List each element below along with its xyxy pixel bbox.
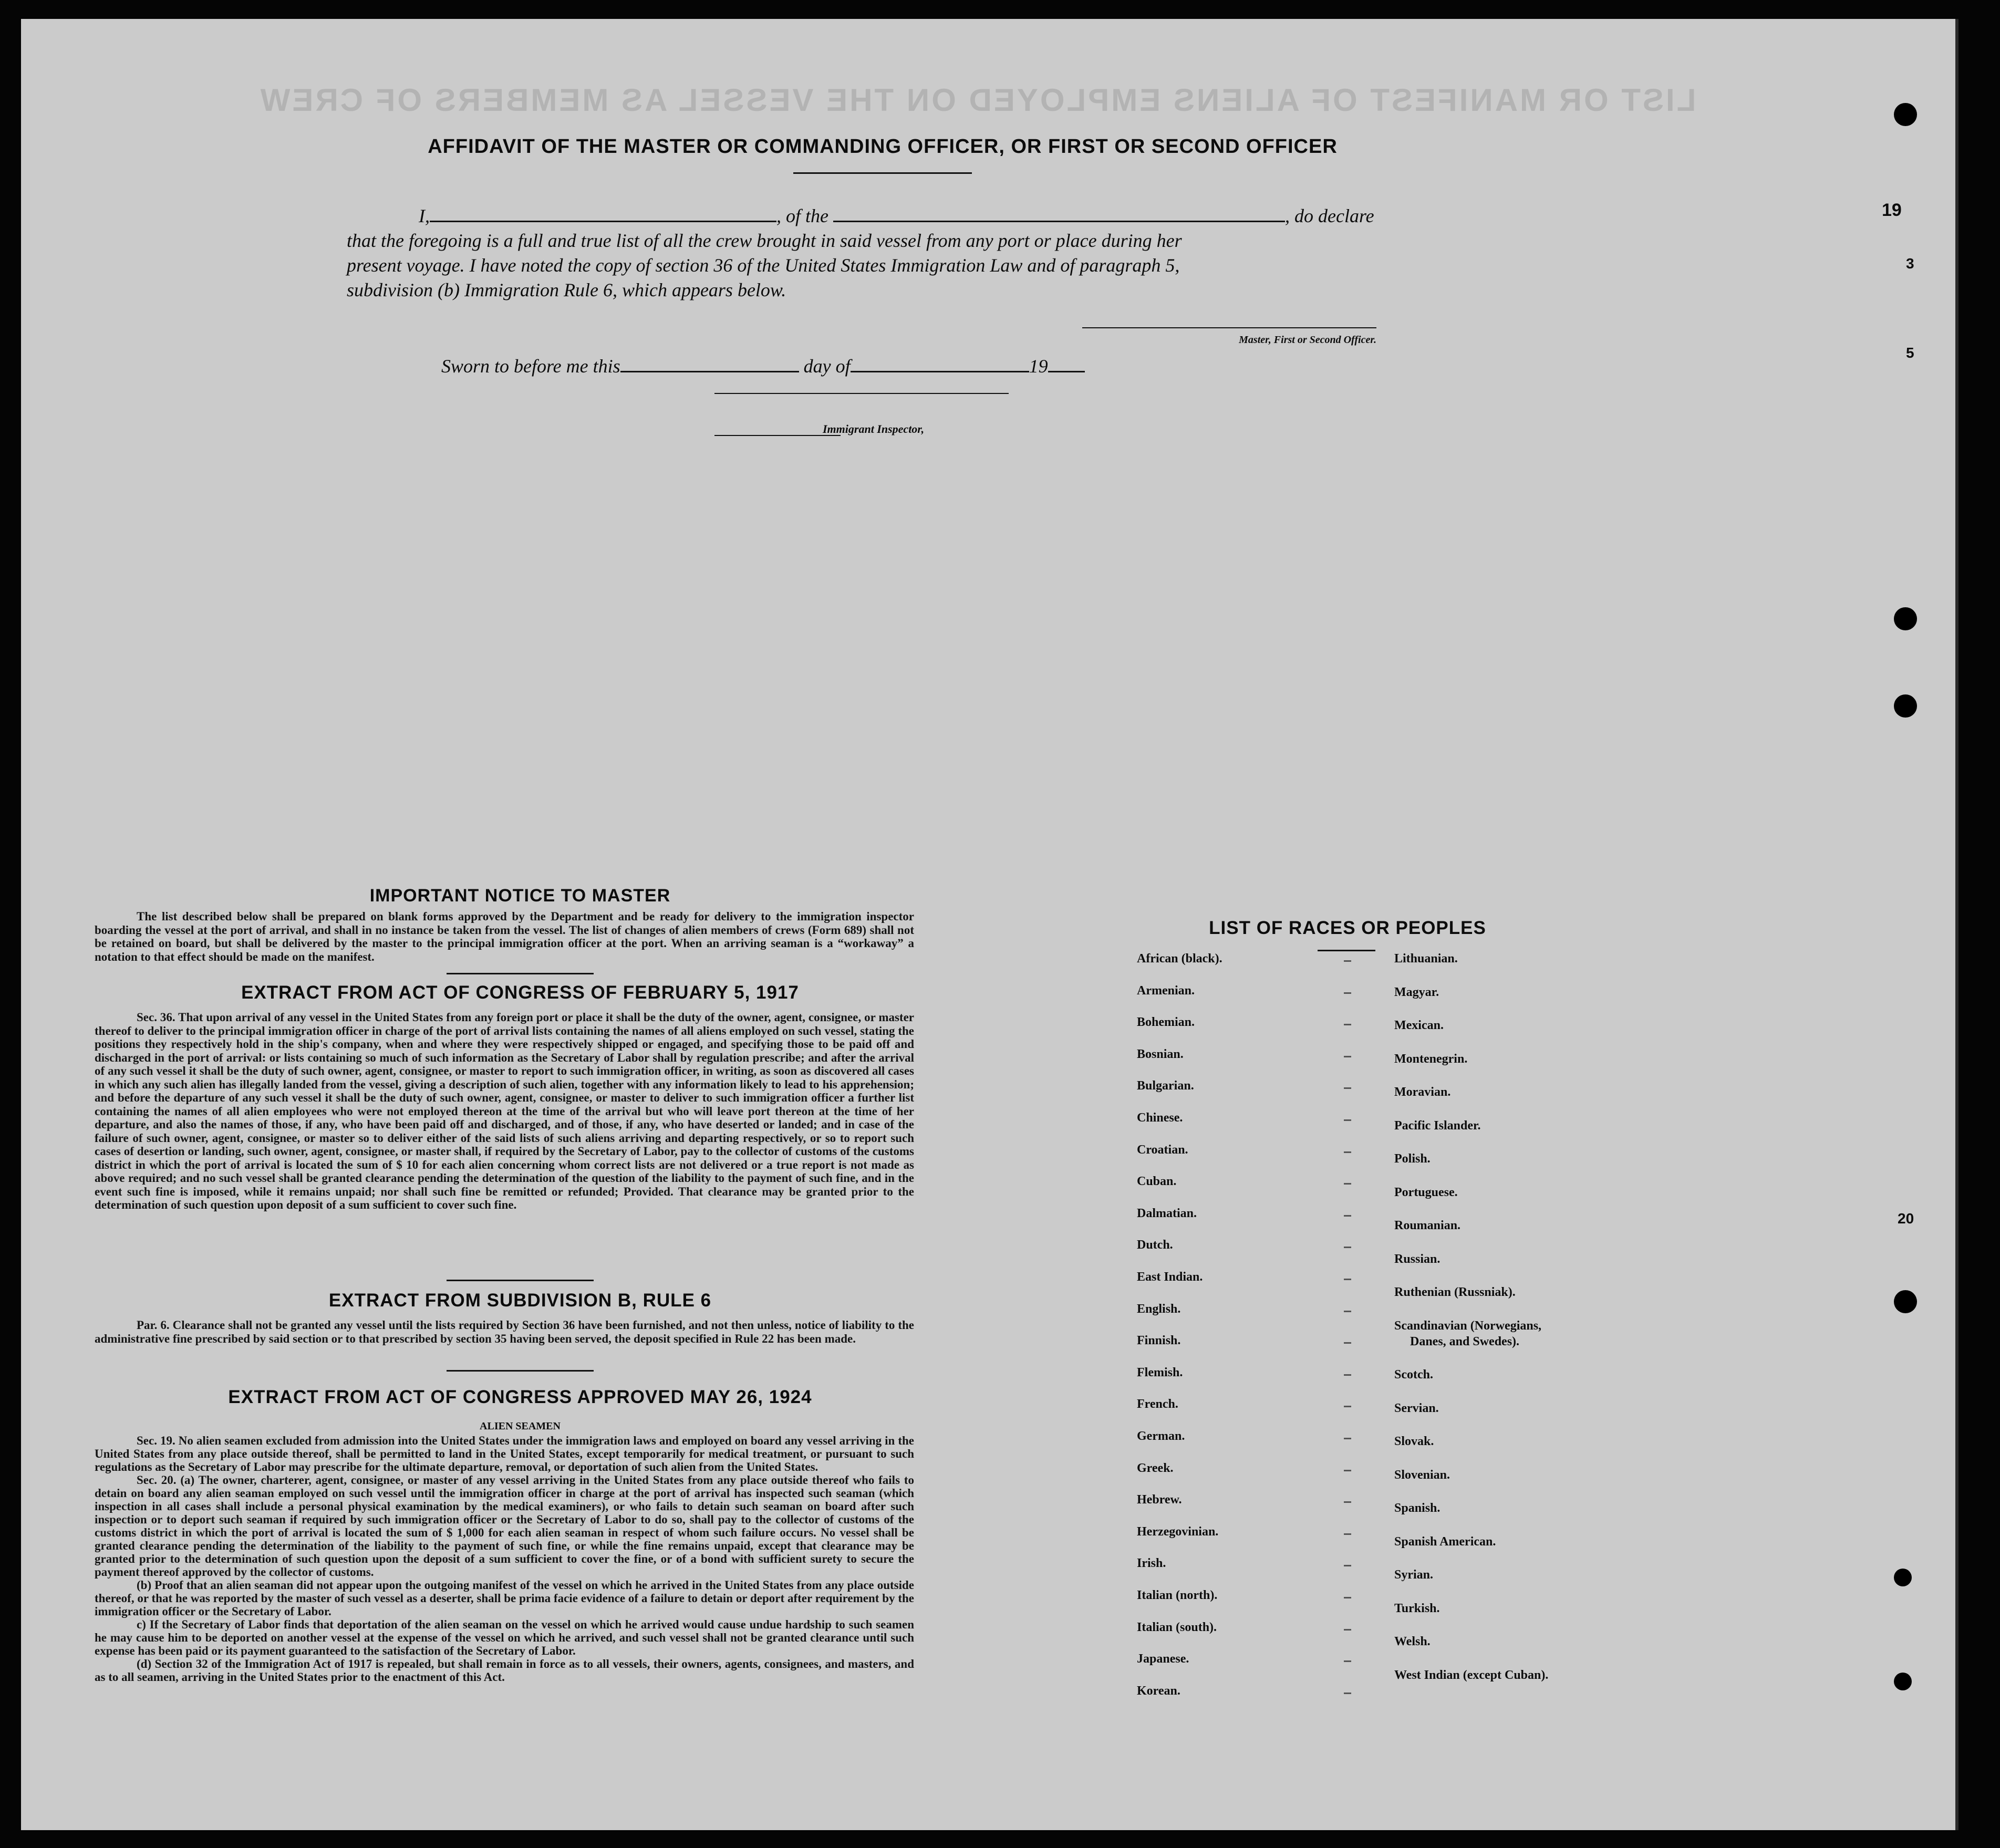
race-item: Dalmatian. xyxy=(1137,1207,1197,1220)
race-item: Slovenian. xyxy=(1394,1468,1450,1482)
race-item: Mexican. xyxy=(1394,1019,1444,1032)
race-item: Lithuanian. xyxy=(1394,952,1458,965)
race-item: Korean. xyxy=(1137,1684,1180,1698)
race-item: Bulgarian. xyxy=(1137,1079,1194,1093)
year-blank[interactable] xyxy=(1048,371,1085,372)
margin-number: 5 xyxy=(1906,345,1914,361)
race-leader-dash xyxy=(1344,1183,1351,1185)
race-item: Italian (north). xyxy=(1137,1589,1218,1602)
race-item: Flemish. xyxy=(1137,1366,1183,1379)
race-item: Roumanian. xyxy=(1394,1219,1461,1232)
race-item: Magyar. xyxy=(1394,985,1439,999)
race-leader-dash xyxy=(1344,1629,1351,1631)
race-leader-dash xyxy=(1344,1565,1351,1566)
race-leader-dash xyxy=(1344,1151,1351,1153)
section-divider xyxy=(447,1370,594,1372)
race-item: Servian. xyxy=(1394,1401,1439,1415)
race-item: West Indian (except Cuban). xyxy=(1394,1668,1549,1682)
document-page xyxy=(21,19,1958,1830)
race-leader-dash xyxy=(1344,1056,1351,1057)
race-item: Spanish American. xyxy=(1394,1535,1496,1549)
race-item: Hebrew. xyxy=(1137,1493,1182,1507)
extract-1924-title: EXTRACT FROM ACT OF CONGRESS APPROVED MAY 26, 1924 xyxy=(228,1387,812,1407)
race-item: Portuguese. xyxy=(1394,1186,1458,1199)
affidavit-line-4: subdivision (b) Immigration Rule 6, which appears below. xyxy=(347,279,786,300)
margin-number: 3 xyxy=(1906,255,1914,272)
race-leader-dash xyxy=(1344,1597,1351,1598)
race-item: Finnish. xyxy=(1137,1334,1181,1347)
alien-seamen-subtitle: ALIEN SEAMEN xyxy=(480,1420,561,1432)
extract-1917-text xyxy=(95,1011,914,1212)
inspector-label: Immigrant Inspector, xyxy=(823,422,925,435)
race-item: Russian. xyxy=(1394,1252,1441,1266)
day-blank[interactable] xyxy=(620,371,799,372)
race-leader-dash xyxy=(1344,992,1351,994)
race-item: Croatian. xyxy=(1137,1143,1188,1157)
race-leader-dash xyxy=(1344,1533,1351,1535)
race-item: Syrian. xyxy=(1394,1568,1434,1582)
race-item: Cuban. xyxy=(1137,1175,1177,1188)
race-item: Irish. xyxy=(1137,1556,1166,1570)
title-underline xyxy=(793,172,972,174)
notice-title: IMPORTANT NOTICE TO MASTER xyxy=(369,886,671,906)
race-leader-dash xyxy=(1344,1438,1351,1439)
race-leader-dash xyxy=(1344,1374,1351,1376)
race-leader-dash xyxy=(1344,960,1351,962)
affidavit-line-3: present voyage. I have noted the copy of section 36 of the United States Immigration Law and of paragraph 5, xyxy=(347,255,1180,276)
race-leader-dash xyxy=(1344,1024,1351,1025)
race-leader-dash xyxy=(1344,1119,1351,1121)
race-item: Bosnian. xyxy=(1137,1047,1184,1061)
margin-number: 20 xyxy=(1898,1210,1914,1227)
sec-20c-paragraph: c) If the Secretary of Labor finds that deportation of the alien seaman on the vessel on which he arrived would cause undue hardship to such seamen he may cause him to be deported on another vessel at the expense of the vessel on which he arrived, and such vessel shall not be granted clearance until such expense has been paid or its payment guaranteed to the satisfaction of the Secretary of Labor. xyxy=(95,1618,914,1657)
affidavit-line-2: that the foregoing is a full and true list of all the crew brought in said vessel from any port or place during her xyxy=(347,230,1182,251)
race-item: Italian (south). xyxy=(1137,1621,1217,1634)
race-leader-dash xyxy=(1344,1501,1351,1503)
vessel-blank[interactable] xyxy=(833,221,1285,222)
affidavit-body xyxy=(347,204,1397,303)
race-item: Polish. xyxy=(1394,1152,1431,1166)
race-item: English. xyxy=(1137,1302,1181,1316)
sworn-line xyxy=(441,355,1085,377)
race-item: Ruthenian (Russniak). xyxy=(1394,1285,1516,1299)
race-item: Welsh. xyxy=(1394,1635,1431,1648)
punch-hole xyxy=(1894,607,1917,630)
race-item: Armenian. xyxy=(1137,984,1195,998)
of-the-label: , of the xyxy=(776,205,828,226)
section-divider xyxy=(447,1280,594,1281)
signature-line[interactable] xyxy=(1082,327,1376,328)
signature-label: Master, First or Second Officer. xyxy=(1239,334,1376,346)
race-leader-dash xyxy=(1344,1470,1351,1471)
extract-1924-text xyxy=(95,1434,914,1684)
day-of-label: day of xyxy=(803,356,851,377)
bleed-through-header: LIST OR MANIFEST OF ALIENS EMPLOYED ON THE VESSEL AS MEMBERS OF CREW xyxy=(258,82,1696,118)
race-item: German. xyxy=(1137,1429,1185,1443)
sec-20d-paragraph: (d) Section 32 of the Immigration Act of 1917 is repealed, but shall remain in force as to all vessels, their owners, agents, consignees, and masters, and as to all seamen, arriving in the United States prior to the enactment of this Act. xyxy=(95,1657,914,1684)
race-item: Dutch. xyxy=(1137,1238,1173,1252)
punch-hole xyxy=(1894,1569,1912,1586)
punch-hole xyxy=(1894,694,1917,718)
extract-1917-title: EXTRACT FROM ACT OF CONGRESS OF FEBRUARY 5, 1917 xyxy=(241,982,799,1003)
race-item: Herzegovinian. xyxy=(1137,1525,1219,1539)
sec-20b-paragraph: (b) Proof that an alien seaman did not appear upon the outgoing manifest of the vessel on which he arrived in the United States from any place outside thereof, or that he was reported by the master of such vessel as a deserter, shall be prima facie evidence of a failure to detain or deport after requirement by the immigration officer or the Secretary of Labor. xyxy=(95,1579,914,1618)
margin-number: 19 xyxy=(1882,200,1902,220)
race-item: Bohemian. xyxy=(1137,1015,1195,1029)
race-leader-dash xyxy=(1344,1247,1351,1248)
race-item: Scandinavian (Norwegians, xyxy=(1394,1319,1542,1333)
i-label: I, xyxy=(419,205,430,226)
extract-rule6-text xyxy=(95,1318,914,1345)
punch-hole xyxy=(1894,1673,1912,1690)
race-item: Spanish. xyxy=(1394,1501,1441,1515)
year-prefix: 19 xyxy=(1029,356,1048,377)
race-leader-dash xyxy=(1344,1215,1351,1217)
race-item: African (black). xyxy=(1137,952,1222,965)
race-leader-dash xyxy=(1344,1660,1351,1662)
race-item: East Indian. xyxy=(1137,1270,1203,1284)
races-title: LIST OF RACES OR PEOPLES xyxy=(1209,918,1486,938)
race-item: Chinese. xyxy=(1137,1111,1183,1125)
name-blank[interactable] xyxy=(430,221,776,222)
race-leader-dash xyxy=(1344,1406,1351,1407)
race-item: Slovak. xyxy=(1394,1435,1434,1448)
race-item: Scotch. xyxy=(1394,1368,1433,1382)
race-leader-dash xyxy=(1344,1311,1351,1312)
affidavit-line-1 xyxy=(347,204,1397,229)
race-leader-dash xyxy=(1344,1342,1351,1344)
do-declare-label: , do declare xyxy=(1284,205,1374,226)
race-item: Japanese. xyxy=(1137,1652,1189,1666)
race-item: Montenegrin. xyxy=(1394,1052,1468,1066)
sec-36-paragraph: Sec. 36. That upon arrival of any vessel in the United States from any foreign port or place it shall be the duty of the owner, agent, consignee, or master thereof to deliver to the principal immigration officer in charge of the port of arrival lists containing the names of all aliens employed on such vessel, stating the positions they respectively hold in the ship's company, when and where they were respectively shipped or engaged, and specifying those to be paid off and discharged in the port of arrival: or lists containing so much of such information as the Secretary of Labor shall by regulation prescribe; and after the arrival of any such vessel it shall be the duty of such owner, agent, consignee, or master to report to such immigration officer, in writing, as soon as discovered all cases in which any such alien has illegally landed from the vessel, giving a description of such alien, together with any information likely to lead to his apprehension; and before the departure of any such vessel it shall be the duty of such owner, agent, consignee, or master to deliver to such immigration officer a further list containing the names of all alien employees who were not employed thereon at the time of the arrival but who will leave port thereon at the time of her departure, and also the names of those, if any, who have been paid off and discharged, and of those, if any, who have deserted or landed; and in case of the failure of such owner, agent, consignee, or master so to deliver either of the said lists of such aliens arriving and departing respectively, or so to report such cases of desertion or landing, such owner, agent, consignee, or master shall, if required by the Secretary of Labor, pay to the collector of customs of the customs district in which the port of arrival is located the sum of $ 10 for each alien concerning whom correct lists are not delivered or a true report is not made as above required; and no such vessel shall be granted clearance pending the determination of the question of the liability to the payment of such fine, and in the event such fine is imposed, while it remains unpaid; nor shall such fine be remitted or refunded; Provided. That clearance may be granted prior to the determination of such question upon deposit of a sum sufficient to cover such fine. xyxy=(95,1011,914,1211)
race-leader-dash xyxy=(1344,1279,1351,1280)
sworn-label: Sworn to before me this xyxy=(441,356,620,377)
notice-paragraph: The list described below shall be prepared on blank forms approved by the Department and be ready for delivery to the immigration inspector boarding the vessel at the port of arrival, and shall in no instance be taken from the vessel. The list of changes of alien members of crews (Form 689) shall not be retained on board, but shall be delivered by the master to the principal immigration officer at the port. When an arriving seaman is a “workaway” a notation to that effect should be made on the manifest. xyxy=(95,910,914,963)
races-title-underline xyxy=(1318,950,1375,951)
race-item: Turkish. xyxy=(1394,1602,1440,1615)
race-leader-dash xyxy=(1344,1087,1351,1089)
notice-text xyxy=(95,910,914,963)
sec-19-paragraph: Sec. 19. No alien seamen excluded from admission into the United States under the immigration laws and employed on board any vessel arriving in the United States from any place outside thereof, shall be permitted to land in the United States, except temporarily for medical treatment, or pursuant to such regulations as the Secretary of Labor may prescribe for the ultimate departure, removal, or deportation of such alien from the United States. xyxy=(95,1434,914,1473)
race-item: French. xyxy=(1137,1397,1178,1411)
inspector-name-line[interactable] xyxy=(714,435,841,436)
affidavit-title: AFFIDAVIT OF THE MASTER OR COMMANDING OFFICER, OR FIRST OR SECOND OFFICER xyxy=(428,136,1338,158)
sec-20a-paragraph: Sec. 20. (a) The owner, charterer, agent, consignee, or master of any vessel arriving in the United States from any place outside thereof who fails to detain on board any alien seaman employed on such vessel until the immigration officer in charge at the port of arrival has inspected such seaman (which inspection in all cases shall include a personal physical examination by the medical examiners), or who fails to detain such seaman on board after such inspection or to deport such seaman if required by such immigration officer or the Secretary of Labor to do so, shall pay to the collector of customs of the customs district in which the port of arrival is located the sum of $ 1,000 for each alien seaman in respect of whom such failure occurs. No vessel shall be granted clearance pending the determination of the liability to the payment of such fine, or while the fine remains unpaid, except that clearance may be granted prior to the determination of such question upon the deposit of a sum sufficient to cover the fine, or of a bond with sufficient surety to secure the payment thereof approved by the collector of customs. xyxy=(95,1473,914,1579)
punch-hole xyxy=(1894,1290,1917,1313)
punch-hole xyxy=(1894,103,1917,126)
race-item: Pacific Islander. xyxy=(1394,1119,1481,1133)
race-leader-dash xyxy=(1344,1693,1351,1694)
month-blank[interactable] xyxy=(851,371,1029,372)
race-item: Moravian. xyxy=(1394,1085,1451,1099)
race-item: Danes, and Swedes). xyxy=(1410,1335,1520,1348)
section-divider xyxy=(447,973,594,974)
par-6-paragraph: Par. 6. Clearance shall not be granted any vessel until the lists required by Section 36 have been furnished, and not then unless, notice of liability to the administrative fine prescribed by said section or to that prescribed by section 35 having been served, the deposit specified in Rule 22 has been made. xyxy=(95,1318,914,1345)
race-item: Greek. xyxy=(1137,1461,1174,1475)
inspector-signature-line[interactable] xyxy=(714,393,1009,394)
extract-rule6-title: EXTRACT FROM SUBDIVISION B, RULE 6 xyxy=(328,1290,712,1311)
